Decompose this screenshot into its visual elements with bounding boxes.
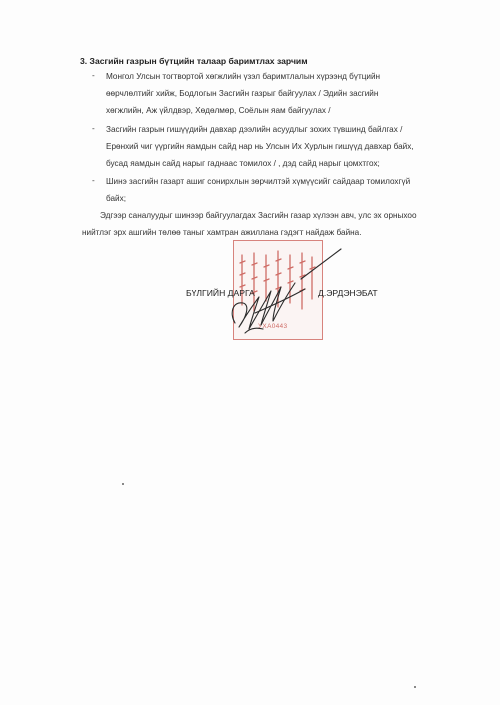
- scan-speck: [122, 483, 124, 485]
- bullet-2-line-3: бусад яамдын сайд нарыг гаднаас томилох / , дэд сайд нарыг цомхтгох;: [106, 159, 380, 168]
- bullet-dash: -: [92, 71, 95, 80]
- section-heading: 3. Засгийн газрын бүтцийн талаар баримтлах зарчим: [80, 56, 308, 66]
- stamp-code: УХА0443: [258, 323, 288, 330]
- closing-line-2: нийтлэг эрх ашгийн төлөө таныг хамтран ажиллана гэдэгт найдаж байна.: [82, 228, 362, 237]
- closing-line-1: Эдгээр саналуудыг шинээр байгуулагдах Засгийн газар хүлээн авч, улс эх орныхоо: [100, 211, 417, 220]
- bullet-dash: -: [92, 176, 95, 185]
- signature-name: Д.ЭРДЭНЭБАТ: [318, 288, 378, 298]
- handwritten-signature-icon: [215, 243, 350, 343]
- scan-speck: [414, 686, 416, 688]
- bullet-2-line-1: Засгийн газрын гишүүдийн давхар дээлийн асуудлыг зохих түвшинд байлгах /: [106, 125, 403, 134]
- bullet-3-line-1: Шинэ засгийн газарт ашиг сонирхлын зөрчилтэй хүмүүсийг сайдаар томилохгүй: [106, 177, 411, 186]
- bullet-2-line-2: Ерөнхий чиг үүргийн яамдын сайд нар нь Улсын Их Хурлын гишүүд давхар байх,: [106, 142, 414, 151]
- bullet-3-line-2: байх;: [106, 194, 126, 203]
- bullet-1-line-2: өөрчлөлтийг хийж, Бодлогын Засгийн газрыг байгуулах / Эдийн засгийн: [106, 89, 379, 98]
- bullet-dash: -: [92, 124, 95, 133]
- signature-title: БҮЛГИЙН ДАРГА: [186, 288, 255, 298]
- bullet-1-line-1: Монгол Улсын тогтвортой хөгжлийн үзэл баримтлалын хүрээнд бүтцийн: [106, 72, 381, 81]
- bullet-1-line-3: хөгжлийн, Аж үйлдвэр, Хөдөлмөр, Соёлын яам байгуулах /: [106, 106, 331, 115]
